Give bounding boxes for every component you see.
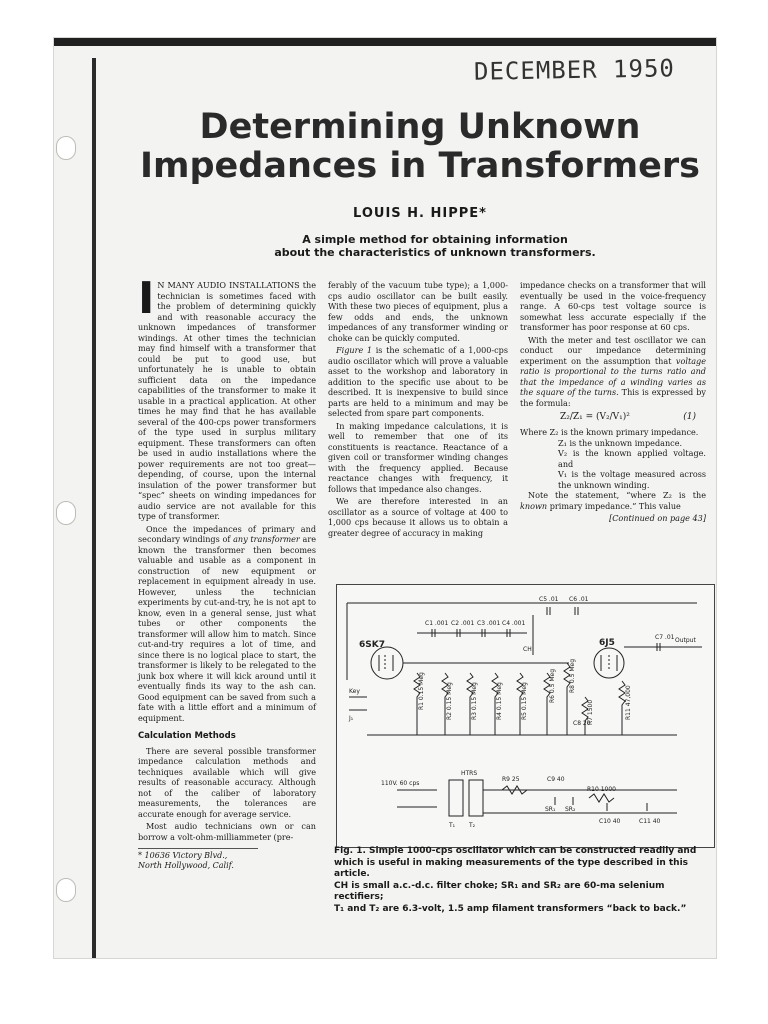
- c9-label: C9 40: [547, 776, 565, 783]
- tube-6sk7-symbol: [371, 647, 403, 679]
- htrs-label: HTRS: [461, 770, 478, 777]
- text-column-2: [328, 280, 508, 540]
- paragraph: impedance checks on a transformer that will eventually be used in the voice-frequency range. A 60-cps test voltage source is somewhat less accurate especially if the transformer has poor response at 60 cps.: [520, 280, 706, 332]
- paragraph: [520, 335, 706, 409]
- drop-cap: I: [138, 273, 155, 324]
- subtitle-line: A simple method for obtaining information: [302, 233, 568, 246]
- footnote-line: * 10636 Victory Blvd.,: [138, 851, 228, 860]
- r5-label: R5 0.15 Meg: [521, 682, 528, 720]
- c8-label: C8 20: [573, 720, 591, 727]
- paragraph: In making impedance calculations, it is well to remember that one of its constituents is reactance. Reactance of a given coil or transformer winding changes with the frequency applied. Because reactance changes with frequency, it follows that impedance also changes.: [328, 420, 508, 494]
- punch-hole: [56, 501, 76, 525]
- punch-hole: [56, 878, 76, 902]
- punch-hole: [56, 136, 76, 160]
- tube2-label: 6J5: [599, 638, 615, 648]
- article-subtitle: [240, 233, 630, 259]
- emphasis-text: voltage ratio is proportional to the turns ratio and that the impedance of a winding varies as the square of the turns.: [520, 355, 706, 397]
- variable-definitions: [520, 427, 706, 490]
- ac-input-label: 110V. 60 cps: [381, 780, 420, 787]
- caption-line: Fig. 1. Simple 1000-cps oscillator which can be constructed readily and: [334, 846, 697, 856]
- paragraph: [138, 524, 316, 724]
- figure-caption: [334, 846, 712, 915]
- author-byline: LOUIS H. HIPPE*: [353, 206, 487, 221]
- sr1-label: SR₁: [545, 806, 556, 813]
- c3-label: C3 .001: [477, 620, 501, 627]
- oscillator-schematic: [336, 584, 715, 848]
- paragraph: Most audio technicians own or can borrow a volt-ohm-milliammeter (pre-: [138, 821, 316, 842]
- t2-label: T₂: [469, 822, 476, 829]
- binding-edge: [92, 58, 96, 958]
- c10-label: C10 40: [599, 818, 621, 825]
- r9-label: R9 25: [502, 776, 520, 783]
- text-column-1: [138, 273, 316, 871]
- definition-line: V₂ is the known applied voltage. and: [558, 448, 706, 469]
- section-heading: Calculation Methods: [138, 731, 236, 741]
- paragraph-text: is the schematic of a 1,000-cps audio oscillator which will prove a valuable asset to the workshop and laboratory in addition to the specific use about to be described. It is inexpensive to build since parts are held to a minimum and may be selected from spare part components.: [328, 345, 508, 418]
- continued-note: [Continued on page 43]: [609, 513, 706, 523]
- sr2-label: SR₂: [565, 806, 576, 813]
- paragraph-text: Once the impedances of primary and secondary windings of: [138, 523, 316, 544]
- scan-edge: [54, 38, 716, 46]
- scanned-page: [54, 38, 716, 958]
- r8-label: R8 0.5 Meg: [569, 658, 576, 693]
- paragraph: [520, 490, 706, 511]
- paragraph-text: This is expressed by the formula:: [520, 387, 706, 408]
- paragraph: There are several possible transformer impedance calculation methods and techniques available which will give results of reasonable accuracy. Although not of the caliber of laboratory measurements, the tolerances are accurate enough for average service.: [138, 745, 316, 819]
- r3-label: R3 0.15 Meg: [471, 682, 478, 720]
- formula: [560, 411, 706, 424]
- equation-number: (1): [683, 412, 696, 422]
- jack-label: J₁: [349, 715, 354, 722]
- caption-line: which is useful in making measurements of the type described in this article.: [334, 857, 689, 879]
- paragraph: [328, 345, 508, 419]
- figure-reference: Figure 1: [336, 345, 373, 355]
- paragraph: We are therefore interested in an oscillator as a source of voltage at 400 to 1,000 cps because it allows us to obtain a greater degree of accuracy in making: [328, 496, 508, 538]
- paragraph-text: are known the transformer then becomes valuable and usable as a component in construction of new equipment or replacement in equipment already in use. However, unless the technician experiments by cut-and-try, he is not apt to know, even in a general sense, just what tubes or other components the transformer will allow him to match. Since cut-and-try requires a lot of time, and since there is no logical place to start, the transformer is likely to be relegated to the junk box where it will kick around until it eventually finds its way to the ash can. Good equipment can be saved from such a fate with a little effort and a minimum of equipment.: [138, 534, 316, 723]
- subtitle-line: about the characteristics of unknown transformers.: [274, 246, 596, 259]
- title-line: Determining Unknown: [199, 107, 641, 147]
- footnote: [138, 848, 258, 871]
- tube1-label: 6SK7: [359, 640, 385, 650]
- ch-label: CH: [523, 646, 532, 653]
- schematic-drawing: [337, 585, 714, 847]
- r4-label: R4 0.15 Meg: [496, 682, 503, 720]
- r6-label: R6 0.5 Meg: [549, 668, 556, 703]
- r10-label: R10 1000: [587, 786, 616, 793]
- c1-label: C1 .001: [425, 620, 449, 627]
- footnote-line: North Hollywood, Calif.: [138, 861, 234, 870]
- c4-label: C4 .001: [502, 620, 526, 627]
- caption-line: CH is small a.c.-d.c. filter choke; SR₁ and SR₂ are 60-ma selenium rectifiers;: [334, 880, 665, 902]
- title-line: Impedances in Transformers: [140, 146, 700, 186]
- resistor-r10: [589, 794, 614, 802]
- paragraph: [138, 273, 316, 522]
- r1-label: R1 0.15 Meg: [418, 672, 425, 710]
- article-title: [140, 108, 700, 186]
- transformer-t1: [449, 780, 463, 816]
- output-label: Output: [675, 637, 696, 644]
- transformer-t2: [469, 780, 483, 816]
- definition-line: Where Z₂ is the known primary impedance.: [520, 427, 699, 437]
- c11-label: C11 40: [639, 818, 661, 825]
- caption-line: T₁ and T₂ are 6.3-volt, 1.5 amp filament transformers “back to back.”: [334, 903, 687, 914]
- r7-label: R7 1500: [587, 699, 594, 725]
- t1-label: T₁: [449, 822, 456, 829]
- c7-label: C7 .01: [655, 634, 675, 641]
- paragraph-text: Note the statement, “where Z₂ is the: [528, 490, 706, 500]
- definition-line: V₁ is the voltage measured across the unknown winding.: [558, 469, 706, 490]
- paragraph: ferably of the vacuum tube type); a 1,000-cps audio oscillator can be built easily. With these two pieces of equipment, plus a few odds and ends, the unknown impedances of any transformer winding or choke can be quickly computed.: [328, 280, 508, 343]
- emphasis-text: known: [520, 500, 548, 511]
- c2-label: C2 .001: [451, 620, 475, 627]
- r11-label: R11 47,000: [625, 685, 632, 720]
- paragraph-text: primary impedance.” This value: [547, 500, 681, 511]
- emphasis-text: any transformer: [233, 534, 300, 544]
- r2-label: R2 0.15 Meg: [446, 682, 453, 720]
- handwritten-date: DECEMBER 1950: [473, 54, 676, 86]
- c5-label: C5 .01: [539, 596, 559, 603]
- paragraph-text: N MANY AUDIO INSTALLATIONS the technician is sometimes faced with the problem of determining quickly and with reasonable accuracy the unknown impedances of transformer windings. At other times the technician may find himself with a transformer that could be put to good use, but unfortunately he is unable to obtain sufficient data on the impedance capabilities of the transformer to make it usable in a practical application. At other times he may find that he has available several of the 400-cps power transformers of the type used in surplus military equipment. These transformers can often be used in audio installations where the power requirements are not too great—depending, of course, upon the internal insulation of the power transformer but “spec” sheets on winding impedances for audio service are not available for this type of transformer.: [138, 280, 316, 521]
- formula-text: Z₂/Z₁ = (V₂/V₁)²: [560, 412, 630, 422]
- text-column-3: [520, 280, 706, 524]
- definition-line: Z₁ is the unknown impedance.: [558, 437, 683, 448]
- c6-label: C6 .01: [569, 596, 589, 603]
- key-label: Key: [349, 688, 360, 695]
- paragraph-text: With the meter and test oscillator we can conduct our impedance determining experiment on the assumption that: [520, 334, 706, 366]
